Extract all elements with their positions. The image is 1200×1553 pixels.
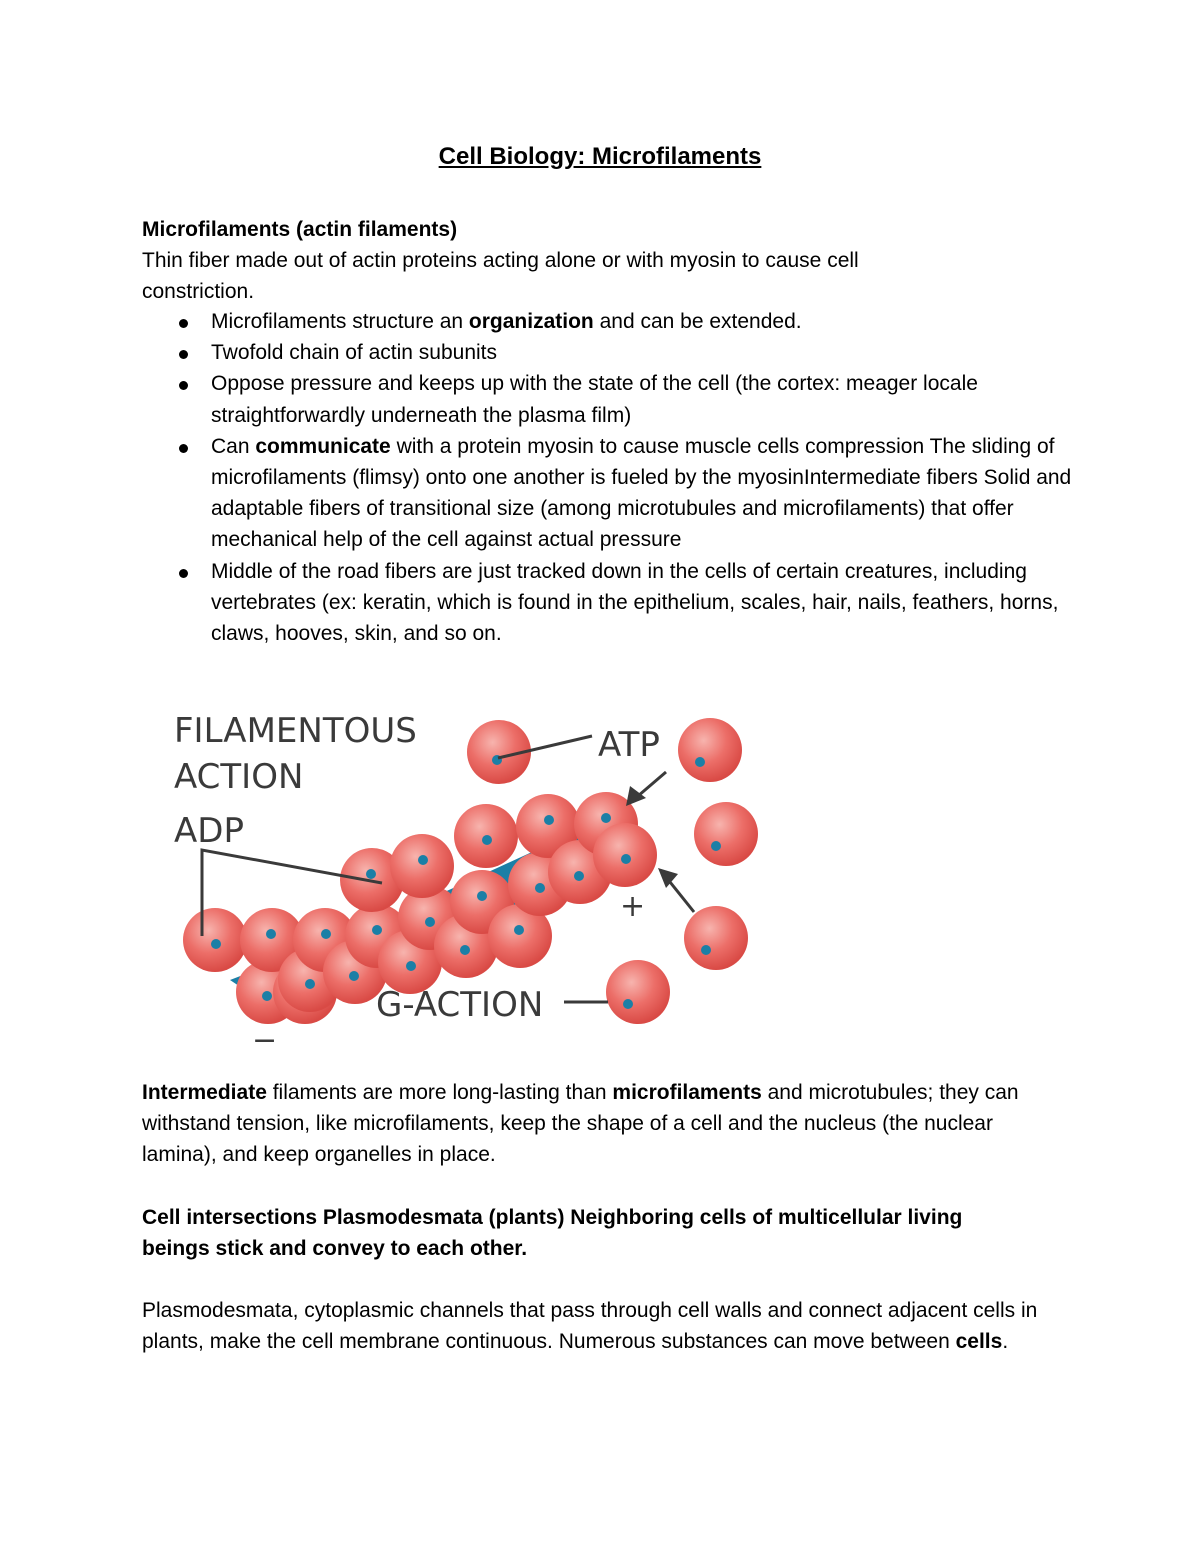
term-intermediate: Intermediate (142, 1081, 267, 1104)
bullet-text: Microfilaments structure an (211, 310, 469, 333)
nucleotide-dot (305, 979, 315, 989)
bullet-text: Oppose pressure and keeps up with the state of the cell (the cortex: meager locale straightforwardly underneath the plasma film) (211, 372, 978, 427)
label-action: ACTION (174, 757, 304, 797)
nucleotide-dot (372, 925, 382, 935)
bullet-text-end: with a protein myosin to cause muscle cells compression The sliding of microfilaments (flimsy) onto one another is fueled by the myosinIntermediate fibers Solid and adaptable fibers of transitional size (among microtubules and microfilaments) that offer mechanical help of the cell against actual pressure (211, 434, 1072, 552)
bullet-bold: communicate (255, 434, 391, 458)
actin-filament-figure (160, 700, 770, 1060)
plus-arrow-head (658, 868, 678, 888)
intermediate-paragraph (142, 1077, 1072, 1171)
paragraph-end: . (1002, 1330, 1009, 1354)
intro-line-2: constriction. (142, 280, 255, 303)
nucleotide-dot (211, 939, 221, 949)
nucleotide-dot (621, 854, 631, 864)
paragraph-text-end: and microtubules; they can withstand tension, like microfilaments, keep the shape of a cell and the nucleus (the nuclear lamina), and keep organelles in place. (142, 1081, 1019, 1167)
g-actin-monomer (694, 802, 758, 866)
nucleotide-dot (623, 999, 633, 1009)
nucleotide-dot (535, 883, 545, 893)
label-minus: − (252, 1023, 278, 1058)
intro-line-1: Thin fiber made out of actin proteins acting alone or with myosin to cause cell (142, 249, 859, 272)
nucleotide-dot (482, 835, 492, 845)
g-actin-monomer (678, 718, 742, 782)
nucleotide-dot (425, 917, 435, 927)
bullet-text: Twofold chain of actin subunits (211, 341, 498, 365)
plasmodesmata-paragraph (142, 1295, 1042, 1357)
nucleotide-dot (460, 945, 470, 955)
nucleotide-dot (366, 869, 376, 879)
bullet-icon (179, 381, 188, 390)
nucleotide-dot (321, 929, 331, 939)
nucleotide-dot (695, 757, 705, 767)
bullet-icon (179, 444, 188, 453)
nucleotide-dot (477, 891, 487, 901)
list-item (142, 556, 1072, 650)
atp-arrow-line (638, 772, 666, 796)
paragraph-text: filaments are more long-lasting than (266, 1081, 613, 1104)
page-title: Cell Biology: Microfilaments (438, 143, 762, 170)
bullet-list (142, 306, 1072, 649)
label-plus: + (620, 889, 646, 924)
label-g-action: G-ACTION (376, 985, 544, 1025)
nucleotide-dot (266, 929, 276, 939)
list-item (142, 337, 1072, 368)
actin-diagram (160, 700, 770, 1060)
bullet-text-end: and can be extended. (593, 310, 802, 333)
term-microfilaments: microfilaments (612, 1081, 762, 1104)
list-item (142, 306, 1072, 337)
bullet-icon (179, 319, 188, 328)
bullet-text: Middle of the road fibers are just tracked down in the cells of certain creatures, including vertebrates (ex: keratin, which is found in the epithelium, scales, hair, nails, feathers, horns, claws, hooves, skin, and so on. (211, 559, 1059, 646)
nucleotide-dot (711, 841, 721, 851)
bullet-icon (179, 569, 188, 578)
paragraph-text: Plasmodesmata, cytoplasmic channels that pass through cell walls and connect adjacent cells in plants, make the cell membrane continuous. Numerous substances can move between (142, 1299, 1038, 1354)
bullet-icon (179, 350, 188, 359)
nucleotide-dot (262, 991, 272, 1001)
nucleotide-dot (349, 971, 359, 981)
list-item (142, 368, 1072, 430)
section-heading-microfilaments: Microfilaments (actin filaments) (142, 218, 458, 241)
nucleotide-dot (418, 855, 428, 865)
label-adp: ADP (174, 811, 244, 851)
label-atp: ATP (598, 725, 660, 765)
actin-subunit (390, 834, 454, 898)
plus-arrow-line (670, 882, 694, 912)
g-actin-monomer (684, 906, 748, 970)
nucleotide-dot (406, 961, 416, 971)
nucleotide-dot (601, 813, 611, 823)
list-item (142, 431, 1072, 556)
section-heading-cell-intersections: Cell intersections Plasmodesmata (plants) Neighboring cells of multicellular living beings stick and convey to each other. (142, 1206, 963, 1261)
nucleotide-dot (574, 871, 584, 881)
nucleotide-dot (544, 815, 554, 825)
g-actin-monomer (606, 960, 670, 1024)
nucleotide-dot (514, 925, 524, 935)
atp-arrow-head (626, 786, 646, 806)
nucleotide-dot (701, 945, 711, 955)
bullet-text: Can (211, 434, 256, 458)
label-filamentous: FILAMENTOUS (174, 711, 417, 751)
bullet-bold: organization (468, 310, 594, 333)
term-cells: cells (955, 1330, 1003, 1354)
